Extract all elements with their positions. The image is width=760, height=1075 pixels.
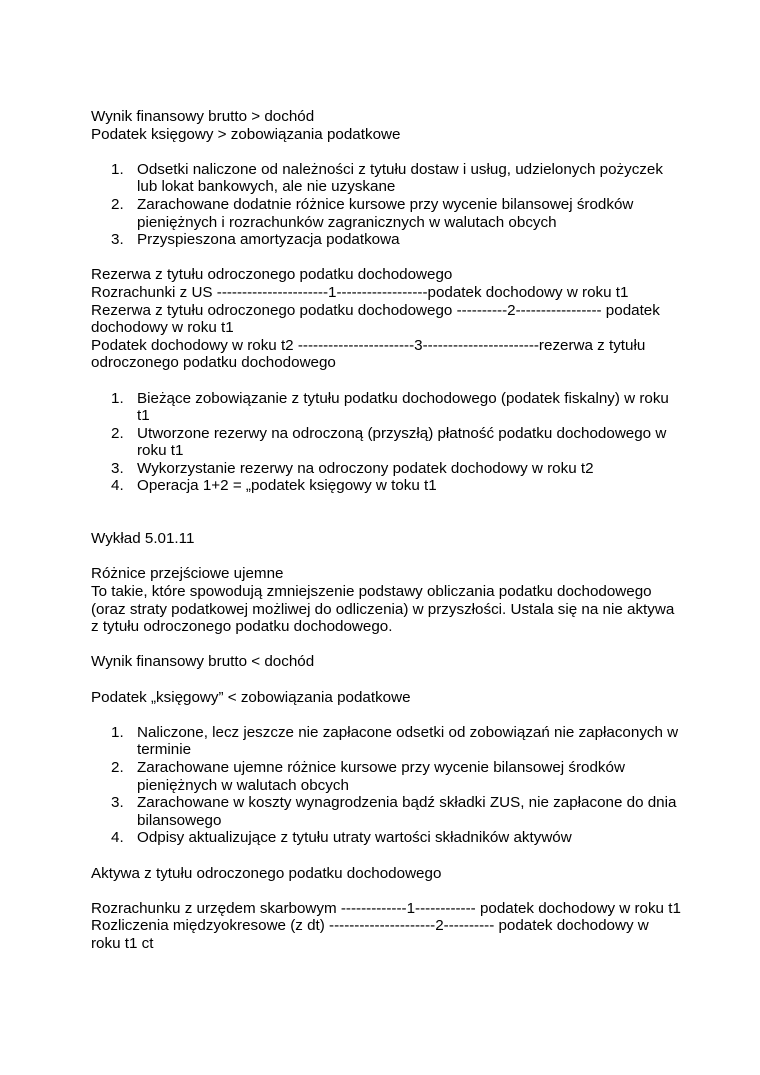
list-text: Bieżące zobowiązanie z tytułu podatku dochodowego (podatek fiskalny) w roku t1	[137, 389, 669, 425]
list-number: 2.	[111, 758, 124, 776]
paragraph-line: Wynik finansowy brutto < dochód	[91, 653, 315, 671]
paragraph: To takie, które spowodują zmniejszenie podstawy obliczania podatku dochodowego (oraz straty podatkowej możliwej do odliczenia) w przyszłości. Ustala się na nie aktywa z tytułu odroczonego podatku dochodowego.	[91, 583, 675, 636]
section-title: Rezerwa z tytułu odroczonego podatku dochodowego	[91, 266, 453, 284]
list-text: Operacja 1+2 = „podatek księgowy w toku t1	[137, 477, 437, 495]
list-item	[91, 231, 681, 249]
list-item	[91, 829, 681, 847]
list-text: Utworzone rezerwy na odroczoną (przyszłą) płatność podatku dochodowego w roku t1	[137, 424, 667, 460]
list-number: 1.	[111, 389, 124, 407]
section-title: Różnice przejściowe ujemne	[91, 565, 284, 583]
list-item	[91, 196, 681, 231]
list-text: Naliczone, lecz jeszcze nie zapłacone odsetki od zobowiązań nie zapłaconych w terminie	[137, 723, 679, 759]
paragraph-line: Rezerwa z tytułu odroczonego podatku dochodowego ----------2----------------- podatek dochodowy w roku t1	[91, 301, 660, 337]
list-number: 2.	[111, 195, 124, 213]
list-text: Wykorzystanie rezerwy na odroczony podatek dochodowy w roku t2	[137, 459, 594, 477]
list-number: 4.	[111, 829, 124, 847]
list-number: 1.	[111, 723, 124, 741]
heading-line: Podatek księgowy > zobowiązania podatkowe	[91, 125, 401, 143]
paragraph-line: Rozrachunku z urzędem skarbowym -------------1------------ podatek dochodowy w roku t1	[91, 899, 681, 917]
heading-line: Wynik finansowy brutto > dochód	[91, 108, 315, 125]
list-number: 3.	[111, 794, 124, 812]
list-text: Zarachowane ujemne różnice kursowe przy wycenie bilansowej środków pieniężnych w walutach obcych	[137, 758, 625, 794]
paragraph-line: Podatek „księgowy” < zobowiązania podatkowe	[91, 688, 411, 706]
numbered-list	[91, 724, 681, 847]
list-item	[91, 477, 681, 495]
list-number: 2.	[111, 424, 124, 442]
list-text: Odpisy aktualizujące z tytułu utraty wartości składników aktywów	[137, 829, 572, 847]
list-item	[91, 425, 681, 460]
list-text: Przyspieszona amortyzacja podatkowa	[137, 231, 400, 249]
list-item	[91, 759, 681, 794]
list-number: 3.	[111, 231, 124, 249]
document-page	[91, 108, 681, 953]
list-number: 4.	[111, 477, 124, 495]
list-text: Odsetki naliczone od należności z tytułu dostaw i usług, udzielonych pożyczek lub lokat bankowych, ale nie uzyskane	[137, 160, 663, 196]
list-item	[91, 794, 681, 829]
numbered-list	[91, 390, 681, 496]
list-number: 1.	[111, 160, 124, 178]
section-title: Aktywa z tytułu odroczonego podatku dochodowego	[91, 864, 442, 882]
list-item	[91, 460, 681, 478]
list-text: Zarachowane w koszty wynagrodzenia bądź składki ZUS, nie zapłacone do dnia bilansowego	[137, 794, 677, 829]
paragraph-line: Rozrachunki z US ----------------------1------------------podatek dochodowy w roku t1	[91, 283, 629, 301]
list-item	[91, 724, 681, 759]
list-item	[91, 161, 681, 196]
list-item	[91, 390, 681, 425]
lecture-date: Wykład 5.01.11	[91, 530, 195, 548]
numbered-list	[91, 161, 681, 249]
list-number: 3.	[111, 459, 124, 477]
paragraph-line: Podatek dochodowy w roku t2 -----------------------3-----------------------rezerwa z tytułu odroczonego podatku dochodowego	[91, 336, 646, 372]
list-text: Zarachowane dodatnie różnice kursowe przy wycenie bilansowej środków pieniężnych i rozrachunków zagranicznych w walutach obcych	[137, 195, 634, 231]
paragraph-line: Rozliczenia międzyokresowe (z dt) ---------------------2---------- podatek dochodowy w roku t1 ct	[91, 917, 649, 952]
